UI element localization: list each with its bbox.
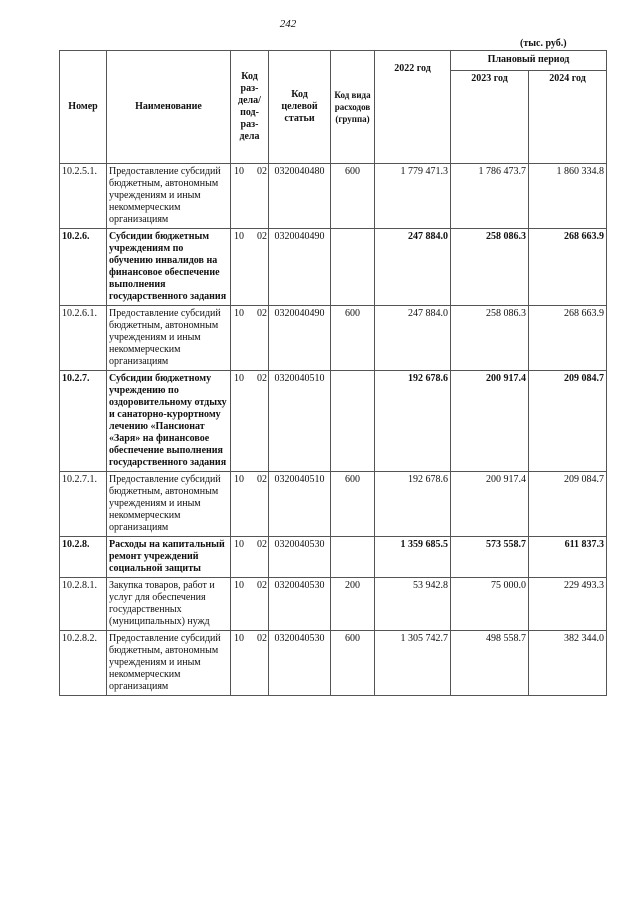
header-plan-period: Плановый период	[451, 51, 607, 71]
row-razdel	[231, 631, 269, 696]
table-row	[60, 578, 607, 631]
table-row	[60, 631, 607, 696]
row-razdel	[231, 306, 269, 371]
row-2024: 209 084.7	[529, 371, 607, 472]
row-vr: 200	[331, 578, 375, 631]
row-2023: 200 917.4	[451, 472, 529, 537]
row-2023: 573 558.7	[451, 537, 529, 578]
row-2024: 268 663.9	[529, 229, 607, 306]
row-2024: 611 837.3	[529, 537, 607, 578]
units-label: (тыс. руб.)	[520, 38, 567, 49]
razdel-code: 10	[234, 166, 244, 177]
row-2024: 229 493.3	[529, 578, 607, 631]
row-2022: 192 678.6	[375, 371, 451, 472]
podrazdel-code: 02	[257, 373, 267, 384]
row-razdel	[231, 371, 269, 472]
table-row	[60, 371, 607, 472]
row-csr: 0320040510	[269, 472, 331, 537]
header-2024: 2024 год	[529, 70, 607, 163]
row-number: 10.2.5.1.	[60, 164, 107, 229]
row-csr: 0320040480	[269, 164, 331, 229]
header-2022: 2022 год	[375, 51, 451, 164]
row-csr: 0320040530	[269, 631, 331, 696]
row-razdel	[231, 472, 269, 537]
row-2024: 268 663.9	[529, 306, 607, 371]
razdel-code: 10	[234, 231, 244, 242]
razdel-code: 10	[234, 373, 244, 384]
row-vr: 600	[331, 472, 375, 537]
razdel-code: 10	[234, 539, 244, 550]
razdel-code: 10	[234, 474, 244, 485]
podrazdel-code: 02	[257, 474, 267, 485]
row-2023: 75 000.0	[451, 578, 529, 631]
row-csr: 0320040490	[269, 229, 331, 306]
razdel-code: 10	[234, 580, 244, 591]
row-vr: 600	[331, 164, 375, 229]
podrazdel-code: 02	[257, 580, 267, 591]
row-csr: 0320040530	[269, 578, 331, 631]
razdel-code: 10	[234, 633, 244, 644]
row-name: Расходы на капитальный ремонт учреждений социальной защиты	[107, 537, 231, 578]
header-number: Номер	[60, 51, 107, 164]
row-vr: 600	[331, 306, 375, 371]
row-name: Субсидии бюджетным учреждениям по обучению инвалидов на финансовое обеспечение выполнения государственного задания	[107, 229, 231, 306]
row-csr: 0320040530	[269, 537, 331, 578]
row-number: 10.2.8.1.	[60, 578, 107, 631]
table-body	[60, 164, 607, 696]
podrazdel-code: 02	[257, 231, 267, 242]
podrazdel-code: 02	[257, 308, 267, 319]
row-2022: 247 884.0	[375, 306, 451, 371]
row-name: Предоставление субсидий бюджетным, автономным учреждениям и иным некоммерческим организациям	[107, 306, 231, 371]
row-razdel	[231, 537, 269, 578]
row-2022: 192 678.6	[375, 472, 451, 537]
page-number: 242	[279, 18, 297, 30]
row-2023: 1 786 473.7	[451, 164, 529, 229]
row-razdel	[231, 164, 269, 229]
row-2024: 1 860 334.8	[529, 164, 607, 229]
row-2022: 247 884.0	[375, 229, 451, 306]
row-2023: 200 917.4	[451, 371, 529, 472]
row-razdel	[231, 578, 269, 631]
row-vr	[331, 537, 375, 578]
row-vr: 600	[331, 631, 375, 696]
header-razdel: Код раз-дела/ под-раз-дела	[231, 51, 269, 164]
row-2022: 1 305 742.7	[375, 631, 451, 696]
header-vr: Код вида расходов (группа)	[331, 51, 375, 164]
row-name: Предоставление субсидий бюджетным, автономным учреждениям и иным некоммерческим организациям	[107, 164, 231, 229]
podrazdel-code: 02	[257, 539, 267, 550]
row-vr	[331, 371, 375, 472]
podrazdel-code: 02	[257, 166, 267, 177]
row-name: Предоставление субсидий бюджетным, автономным учреждениям и иным некоммерческим организациям	[107, 631, 231, 696]
row-vr	[331, 229, 375, 306]
row-number: 10.2.7.1.	[60, 472, 107, 537]
table-row	[60, 537, 607, 578]
table-row	[60, 164, 607, 229]
row-2022: 53 942.8	[375, 578, 451, 631]
row-2024: 209 084.7	[529, 472, 607, 537]
header-csr: Код целевой статьи	[269, 51, 331, 164]
row-razdel	[231, 229, 269, 306]
row-number: 10.2.8.2.	[60, 631, 107, 696]
podrazdel-code: 02	[257, 633, 267, 644]
row-2024: 382 344.0	[529, 631, 607, 696]
row-csr: 0320040510	[269, 371, 331, 472]
row-name: Предоставление субсидий бюджетным, автономным учреждениям и иным некоммерческим организациям	[107, 472, 231, 537]
row-csr: 0320040490	[269, 306, 331, 371]
row-number: 10.2.8.	[60, 537, 107, 578]
row-2023: 498 558.7	[451, 631, 529, 696]
header-name: Наименование	[107, 51, 231, 164]
table-row	[60, 306, 607, 371]
row-2023: 258 086.3	[451, 306, 529, 371]
row-2023: 258 086.3	[451, 229, 529, 306]
header-2023: 2023 год	[451, 70, 529, 163]
row-number: 10.2.6.	[60, 229, 107, 306]
row-number: 10.2.6.1.	[60, 306, 107, 371]
table-row	[60, 472, 607, 537]
row-2022: 1 359 685.5	[375, 537, 451, 578]
row-name: Субсидии бюджетному учреждению по оздоровительному отдыху и санаторно-курортному лечению «Пансионат «Заря» на финансовое обеспечение выполнения государственного задания	[107, 371, 231, 472]
row-number: 10.2.7.	[60, 371, 107, 472]
row-name: Закупка товаров, работ и услуг для обеспечения государственных (муниципальных) нужд	[107, 578, 231, 631]
budget-table	[59, 50, 607, 696]
table-row	[60, 229, 607, 306]
razdel-code: 10	[234, 308, 244, 319]
row-2022: 1 779 471.3	[375, 164, 451, 229]
